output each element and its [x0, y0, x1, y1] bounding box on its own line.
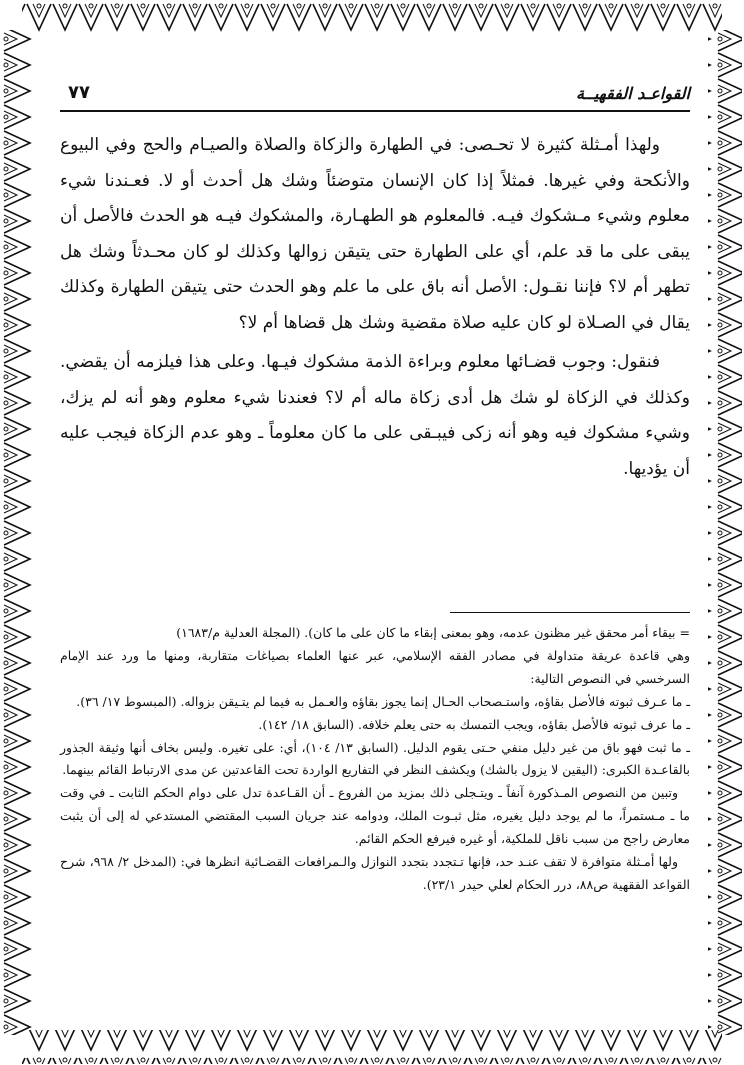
- running-header: [60, 80, 690, 108]
- footnote-line: وهي قاعدة عريقة متداولة في مصادر الفقه الإسلامي، عبر عنها العلماء بصياغات متقاربة، ومنها ما ورد عند الإمام السرخسي في النصوص التالية:: [60, 647, 690, 686]
- footnote-line: = بيقاء أمر محقق غير مظنون عدمه، وهو بمعنى إبقاء ما كان على ما كان). (المجلة العدلية م/١٦٨٣): [176, 625, 690, 640]
- main-text: [60, 128, 690, 491]
- book-page: [60, 80, 690, 1040]
- page-number: ٧٧: [68, 82, 90, 103]
- footnote-line: ـ ما عـرف ثبوته فالأصل بقاؤه، واستـصحاب الحـال إنما يجوز بقاؤه والعـمل به فيما لم يتـيقن بزواله. (المبسوط ١٧/ ٣٦).: [76, 693, 690, 709]
- footnote-line: ولها أمـثلة متوافرة لا تقف عنـد حد، فإنها تـتجدد بتجدد النوازل والـمرافعات القضـائية انظرها في: (المدخل ٢/ ٩٦٨، شرح القواعد الفقهية ص٨٨، درر الحكام لعلي حيدر ٢٣/١).: [60, 854, 690, 892]
- footnote-line: ـ ما عرف ثبوته فالأصل بقاؤه، ويجب التمسك به حتى يعلم خلافه. (السابق ١٨/ ١٤٢).: [258, 716, 690, 732]
- header-title: القواعـد الفقهيــة: [576, 84, 690, 103]
- footnote-line: وتبين من النصوص المـذكورة آنفاً ـ ويتـجلى ذلك بمزيد من الفروع ـ أن القـاعدة تدل على دوام الحكم الثابت ـ في وقت ما ـ مـستمراً، ما لم يوجد دليل يغيره، مثل ثبـوت الملك، ودوامه عند جريان السبب المقتضي المستدعي له إلى أن يثبت معارض راجح من سبب ناقل للملكية، أو غيره فيرفع الحكم القائم.: [60, 785, 690, 847]
- footnote-separator: [450, 612, 690, 613]
- footnote-line: ـ ما ثبت فهو باق من غير دليل منفي حـتى يقوم الدليل. (السابق ١٣/ ١٠٤)، أي: على تغيره. وليس بخاف أنها وثيقة الجذور بالقاعـدة الكبرى: (اليقين لا يزول بالشك) ويكشف النظر في التفاريع الواردة تحت القاعدتين عن مدى الارتباط القائم بينهما.: [60, 739, 690, 778]
- paragraph: فنقول: وجوب قضـائها معلوم وبراءة الذمة مشكوك فيـها. وعلى هذا فيلزمه أن يقضي. وكذلك في الزكاة لو شك هل أدى زكاة ماله أم لا؟ فعندنا شيء معلوم وهو أنه لم يزك، وشيء مشكوك فيه وهو أنه زكى فيبـقى على ما كان معلوماً ـ وهو عدم الزكاة فيجب عليه أن يؤديها.: [60, 352, 690, 479]
- header-rule: [60, 110, 690, 112]
- paragraph: ولهذا أمـثلة كثيرة لا تحـصى: في الطهارة والزكاة والصلاة والصيـام والحج وفي البيوع والأنكحة وفي غيرها. فمثلاً إذا كان الإنسان متوضئاً وشك هل أحدث أو لا. فعـندنا شيء معلوم وشيء مـشكوك فيـه. فالمعلوم هو الطهـارة، والمشكوك فيـه هو الحدث فالأصل أن يبقى على ما قد علم، أي على الطهارة حتى يتيقن زوالها وكذلك لو كان محـدثاً وشك هل تطهر أم لا؟ فإننا نقـول: الأصل أنه باق على ما علم وهو الحدث حتى يتيقن الطهارة وكذلك يقال في الصـلاة لو كان عليه صلاة مقضية وشك هل قضاها أم لا؟: [60, 135, 690, 333]
- footnotes: [60, 622, 690, 897]
